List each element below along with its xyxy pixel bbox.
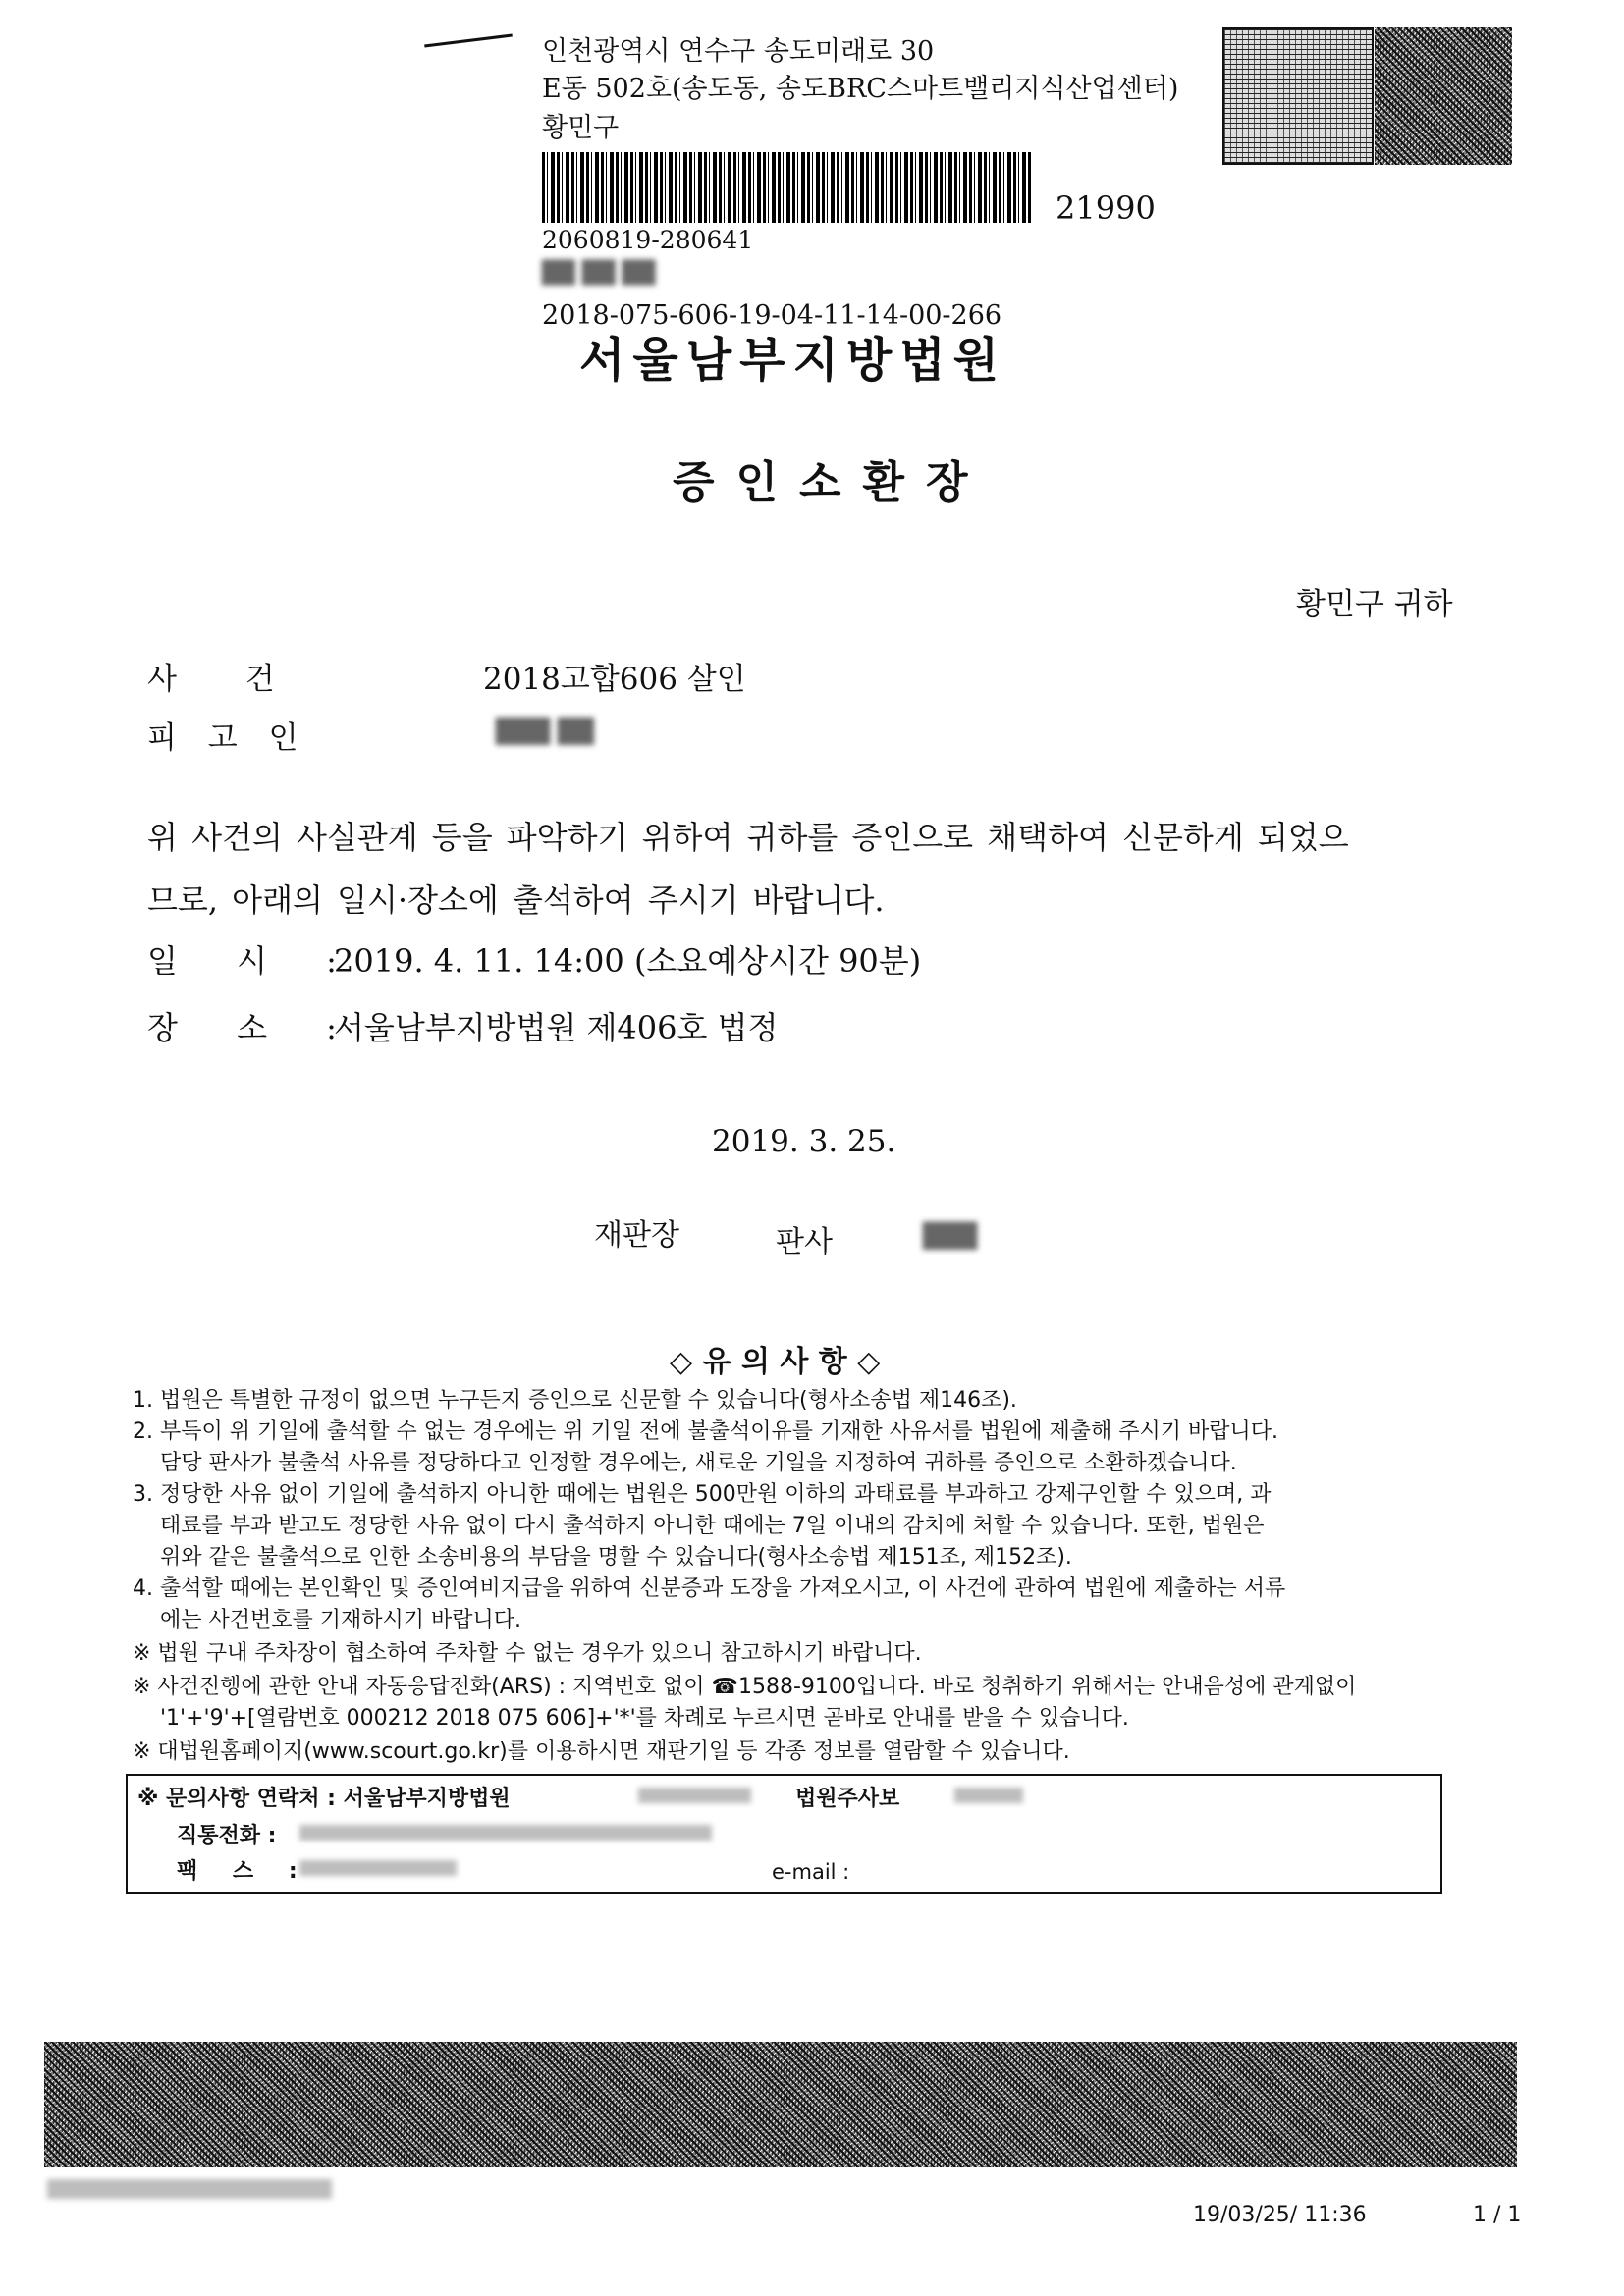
phone-label: 직통전화 : — [177, 1824, 277, 1848]
case-label: 사 건 — [147, 662, 275, 697]
date-value: 2019. 4. 11. 14:00 (소요예상시간 90분) — [334, 942, 922, 980]
phone-redacted — [299, 1825, 712, 1841]
notice-line: 3. 정당한 사유 없이 기일에 출석하지 아니한 때에는 법원은 500만원 이하의 과태료를 부과하고 강제구인할 수 있으며, 과 — [133, 1482, 1272, 1507]
pen-mark — [424, 34, 513, 48]
fax-label: 팩 스 : — [177, 1859, 298, 1884]
notice-line: ※ 대법원홈페이지(www.scourt.go.kr)를 이용하시면 재판기일 등 각종 정보를 열람할 수 있습니다. — [133, 1739, 1070, 1764]
notice-line: 2. 부득이 위 기일에 출석할 수 없는 경우에는 위 기일 전에 불출석이유를 기재한 사유서를 법원에 제출해 주시기 바랍니다. — [133, 1419, 1278, 1444]
defendant-label: 피 고 인 — [147, 721, 298, 756]
notice-line: ※ 법원 구내 주차장이 협소하여 주차할 수 없는 경우가 있으니 참고하시기 바랍니다. — [133, 1641, 922, 1666]
addressee: 황민구 귀하 — [1296, 587, 1453, 622]
signature-role-presiding: 재판장 — [594, 1218, 679, 1253]
fax-redacted — [299, 1860, 457, 1876]
postal-code: 21990 — [1056, 189, 1156, 227]
notice-line: '1'+'9'+[열람번호 000212 2018 075 606]+'*'를 차례로 누르시면 곧바로 안내를 받을 수 있습니다. — [160, 1706, 1129, 1731]
notice-title: ◇ 유 의 사 항 ◇ — [670, 1345, 881, 1379]
date-label: 일 시 : — [147, 942, 337, 980]
notice-line: 위와 같은 불출석으로 인한 소송비용의 부담을 명할 수 있습니다(형사소송법 제151조, 제152조). — [160, 1545, 1072, 1570]
tracking-number: 2018-075-606-19-04-11-14-00-266 — [542, 300, 1002, 331]
notice-line: 태료를 부과 받고도 정당한 사유 없이 다시 출석하지 아니한 때에는 7일 이내의 감치에 처할 수 있습니다. 또한, 법원은 — [160, 1514, 1265, 1538]
address-line-1: 인천광역시 연수구 송도미래로 30 — [542, 36, 935, 67]
clerk-name-redacted — [954, 1788, 1023, 1803]
redacted-line: ██ ██ ██ — [542, 261, 656, 286]
place-label: 장 소 : — [147, 1009, 337, 1046]
notice-line: ※ 사건진행에 관한 안내 자동응답전화(ARS) : 지역번호 없이 ☎1588-9100입니다. 바로 청취하기 위해서는 안내음성에 관계없이 — [133, 1675, 1357, 1699]
clerk-label: 법원주사보 — [795, 1787, 900, 1811]
postal-stamp-box — [1222, 27, 1374, 165]
court-name: 서울남부지방법원 — [579, 333, 1006, 388]
email-label: e-mail : — [772, 1860, 850, 1884]
judge-name-redacted: ███ — [923, 1222, 978, 1250]
recipient-name: 황민구 — [542, 113, 620, 143]
notice-line: 1. 법원은 특별한 규정이 없으면 누구든지 증인으로 신문할 수 있습니다(형사소송법 제146조). — [133, 1388, 1017, 1413]
fax-timestamp: 19/03/25/ 11:36 — [1193, 2203, 1367, 2227]
barcode — [542, 152, 1033, 223]
place-value: 서울남부지방법원 제406호 법정 — [334, 1009, 779, 1046]
issue-date: 2019. 3. 25. — [712, 1124, 896, 1159]
body-line-2: 므로, 아래의 일시·장소에 출석하여 주시기 바랍니다. — [147, 881, 885, 919]
body-line-1: 위 사건의 사실관계 등을 파악하기 위하여 귀하를 증인으로 채택하여 신문하게 되었으 — [147, 819, 1349, 856]
contact-label: ※ 문의사항 연락처 : 서울남부지방법원 — [137, 1787, 511, 1811]
notice-line: 담당 판사가 불출석 사유를 정당하다고 인정할 경우에는, 새로운 기일을 지정하여 귀하를 증인으로 소환하겠습니다. — [160, 1451, 1237, 1475]
notice-line: 4. 출석할 때에는 본인확인 및 증인여비지급을 위하여 신분증과 도장을 가져오시고, 이 사건에 관하여 법원에 제출하는 서류 — [133, 1576, 1286, 1601]
footer-redacted-id — [47, 2179, 332, 2199]
document-title: 증인소환장 — [673, 457, 990, 507]
page-number: 1 / 1 — [1473, 2203, 1522, 2227]
case-value: 2018고합606 살인 — [483, 662, 746, 697]
postal-stamp-noise — [1375, 27, 1512, 165]
fax-noise-band — [44, 2042, 1517, 2167]
contact-box — [126, 1774, 1442, 1894]
contact-redacted-1 — [638, 1788, 751, 1803]
defendant-value: ███ ██ — [496, 718, 594, 745]
barcode-number: 2060819-280641 — [542, 226, 754, 254]
notice-line: 에는 사건번호를 기재하시기 바랍니다. — [160, 1608, 522, 1632]
signature-role-judge: 판사 — [776, 1225, 833, 1259]
address-line-2: E동 502호(송도동, 송도BRC스마트밸리지식산업센터) — [542, 74, 1179, 104]
